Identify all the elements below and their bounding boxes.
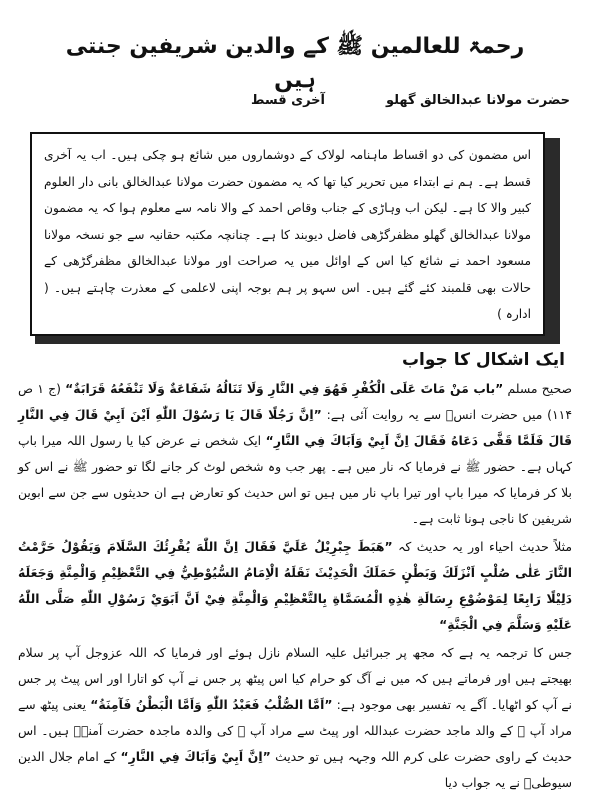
body-paragraph-2 [18,534,572,638]
arabic-quote: ”اِنَّ اَبِيْ وَاَبَاكَ فِي النَّارِ“ [120,749,271,764]
article-title: رحمۃ للعالمین ﷺ کے والدین شریفین جنتی ہیں [65,34,525,93]
paragraph-text: ایک شخص نے عرض کیا یا رسول اللہ میرا باپ کہاں ہے۔ حضور ﷺ نے فرمایا کہ نار میں ہے۔ پھر جب وہ شخص لوٹ کر جانے لگا تو حضور ﷺ نے اس کو بلا کر فرمایا کہ میرا باپ اور تیرا باپ نار میں ہیں تو اس حدیث کو تعارض ہے ان حدیثوں سے جن سے ابوین شریفین کا ناجی ہونا ثابت ہے۔ [18,433,572,526]
episode-label: آخری قسط [250,93,325,108]
paragraph-text: کے امام جلال الدین سیوطیؒ نے یہ جواب دیا [18,749,572,790]
arabic-quote: ”هَبَطَ جِبْرِيْلُ عَلَيَّ فَقَالَ اِنَّ اللّٰهَ يُقْرِئُكَ السَّلَامَ وَيَقُوْلُ حَرَّمْتُ النَّارَ عَلٰى صُلْبٍ اَنْزَلَكَ وَبَطْنٍ حَمَلَكَ الْحَدِيْثَ نَقَلَهُ الْاِمَامُ السُّيُوْطِيُّ فِي التَّعْظِيْمِ وَالْمِنَّةِ وَجَعَلَهُ دَلِيْلًا رَابِعًا لِمَوْضُوْعِ رِسَالَةِ هٰذِهِ الْمُسَمَّاةِ بِالتَّعْظِيْمِ وَالْمِنَّةِ فِيْ اَنَّ اَبَوَيْ رَسُوْلِ اللّٰهِ صَلَّى اللّٰهُ عَلَيْهِ وَسَلَّمَ فِي الْجَنَّةِ“ [18,539,572,632]
paragraph-text: یعنی پیٹھ سے مراد آپ ﷺ کے والد ماجد حضرت عبداللہ اور پیٹ سے مراد آپ ﷺ کی والدہ ماجدہ حضرت آمنہؓ ہیں۔ اس حدیث کے راوی حضرت علی کرم اللہ وجہہ ہیں تو حدیث [18,697,572,764]
editorial-notice-text: اس مضمون کی دو اقساط ماہنامہ لولاک کے دوشماروں میں شائع ہو چکی ہیں۔ اب یہ آخری قسط ہے۔ ہم نے ابتداء میں تحریر کیا تھا کہ یہ مضمون حضرت مولانا عبدالخالق بانی دار العلوم کبیر والا کا ہے۔ لیکن اب وہاڑی کے جناب وقاص احمد کے والا نامہ سے معلوم ہوا کہ یہ مضمون مولانا عبدالخالق گھلو مظفرگڑھی فاضل دیوبند کا ہے۔ چنانچہ مکتبہ حقانیہ سے جو نسخہ مولانا مسعود احمد نے شائع کیا اس کے اوائل میں یہ صراحت اور مولانا عبدالخالق مظفرگڑھی کے حالات بھی قلمبند کئے گئے ہیں۔ اس سہو پر ہم بوجہ اپنی لاعلمی کے معذرت چاہتے ہیں۔ ( ادارہ ) [44,148,531,321]
paragraph-text: صحیح مسلم [507,381,573,396]
paragraph-text: جس کا ترجمہ یہ ہے کہ مجھ پر جبرائیل علیہ السلام نازل ہوئے اور فرمایا کہ اللہ عزوجل آپ پر سلام بھیجتے ہیں اور فرماتے ہیں کہ میں نے آگ کو حرام کیا اس پیٹھ پر جس نے آپ کو اتارا اور اس پیٹ پر جس نے آپ کو اٹھایا۔ آگے یہ تفسیر بھی موجود ہے: [18,645,572,712]
editorial-notice-box [30,132,545,336]
author-name: حضرت مولانا عبدالخالق گھلو [385,93,570,108]
article-body [18,376,572,796]
arabic-quote: ”اِنَّ رَجُلًا قَالَ يَا رَسُوْلَ اللّٰهِ اَيْنَ اَبِيْ قَالَ فِي النَّارِ قَالَ فَلَمَّا قَفَّى دَعَاهُ فَقَالَ اِنَّ اَبِيْ وَاَبَاكَ فِي النَّارِ“ [18,407,572,448]
arabic-quote: ”باب مَنْ مَاتَ عَلَى الْكُفْرِ فَهُوَ فِي النَّارِ وَلَا تَنَالُهُ شَفَاعَةٌ وَلَا تَنْفَعُهُ قَرَابَةٌ“ [65,381,504,396]
body-paragraph-3 [18,640,572,796]
arabic-quote: ”اَمَّا الصُّلْبُ فَعَبْدُ اللّٰهِ وَاَمَّا الْبَطْنُ فَآمِنَةُ“ [90,697,333,712]
paragraph-text: (ج ۱ ص ۱۱۴) میں حضرت انسؓ سے یہ روایت آئی ہے: [18,381,572,422]
paragraph-text: مثلاً حدیث احیاء اور یہ حدیث کہ [398,539,572,554]
section-heading: ایک اشکال کا جواب [401,350,565,370]
body-paragraph-1 [18,376,572,532]
